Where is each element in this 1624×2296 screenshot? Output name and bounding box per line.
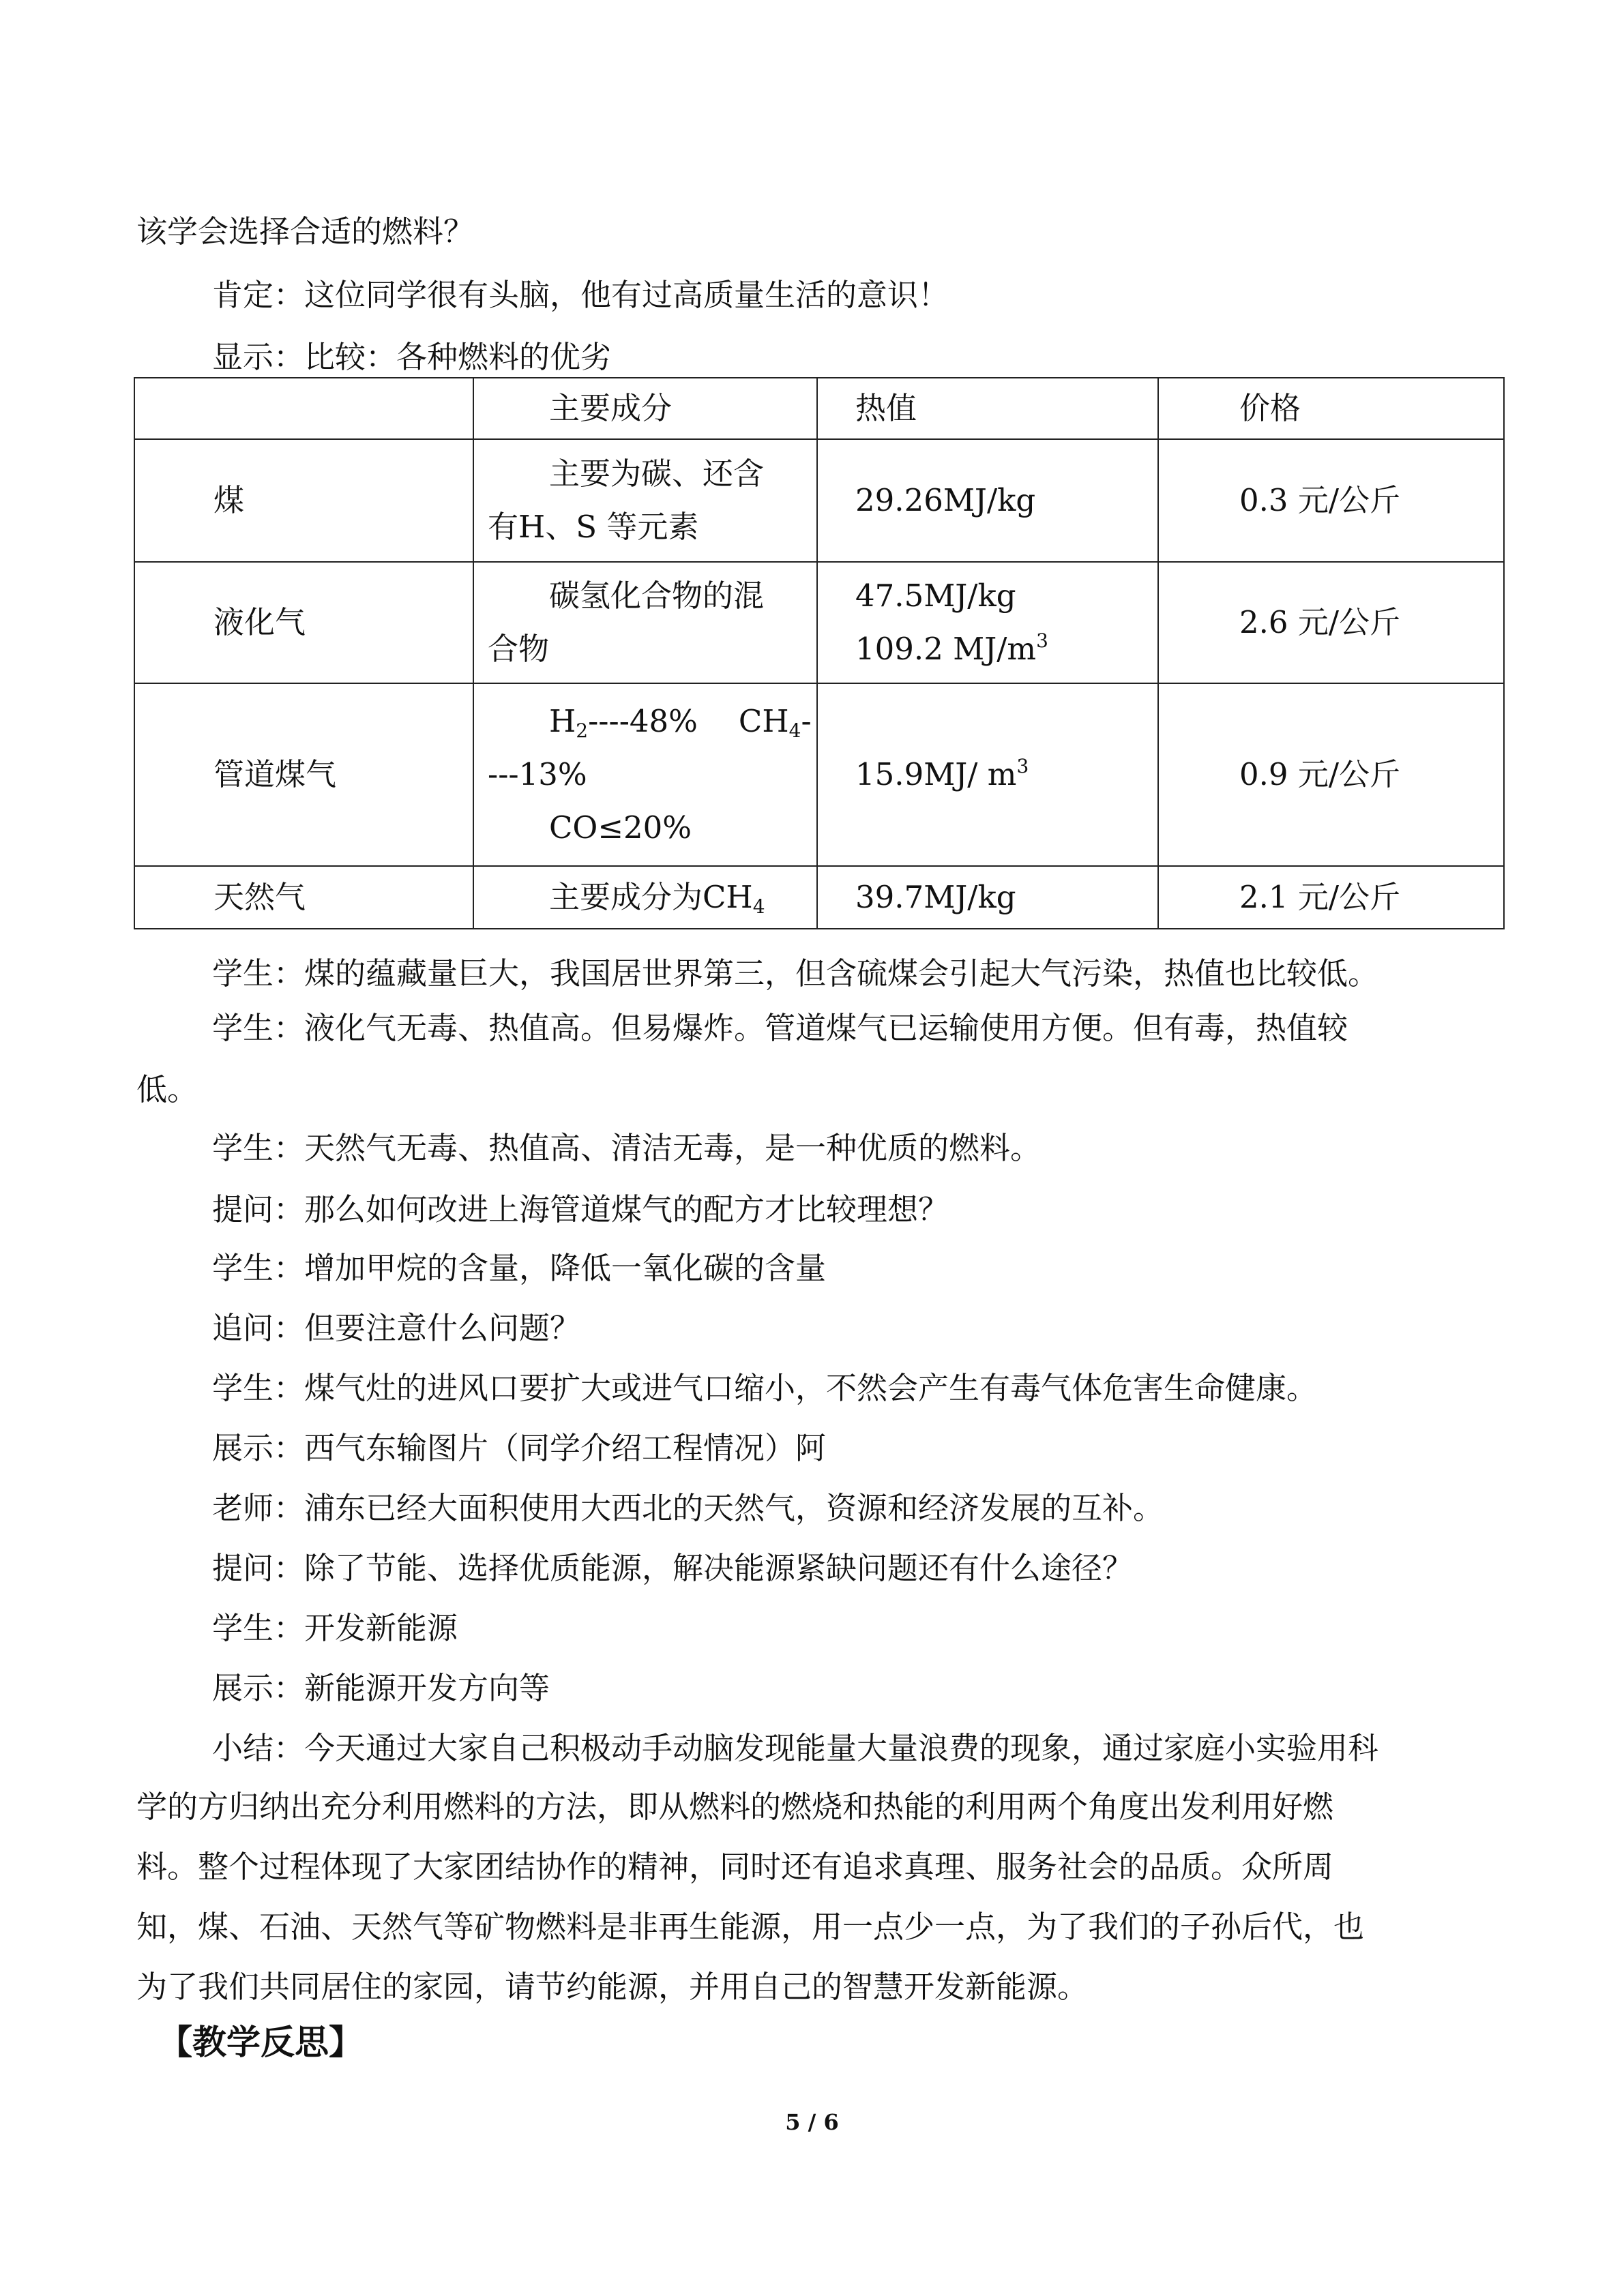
fuel-name: 煤 (134, 439, 473, 562)
fuel-composition: 主要成分为$CH_4$ (473, 866, 817, 929)
table-row (134, 866, 1504, 929)
table-row (134, 439, 1504, 562)
intro-line: 该学会选择合适的燃料？ (136, 213, 475, 250)
fuel-heat-value: 47.5MJ/kg 109.2 $MJ/m^3$ (817, 562, 1158, 683)
paragraph-line: 学生：开发新能源 (212, 1610, 458, 1646)
table-row (134, 562, 1504, 683)
page-number: 5 / 6 (785, 2109, 839, 2135)
paragraph-line: 低。 (136, 1071, 198, 1107)
paragraph-line: 学生：增加甲烷的含量，降低一氧化碳的含量 (212, 1250, 827, 1286)
paragraph-line: 学生：煤的蕴藏量巨大，我国居世界第三，但含硫煤会引起大气污染，热值也比较低。 (212, 955, 1379, 992)
paragraph-line: 展示：新能源开发方向等 (212, 1670, 550, 1706)
paragraph-line: 老师：浦东已经大面积使用大西北的天然气，资源和经济发展的互补。 (212, 1490, 1164, 1526)
fuel-price: 2.1 元/公斤 (1158, 866, 1504, 929)
section-heading: 【教学反思】 (158, 2022, 363, 2062)
fuel-heat-value: 39.7MJ/kg (817, 866, 1158, 929)
table-header-cell: 主要成分 (473, 378, 817, 439)
paragraph-line: 学生：天然气无毒、热值高、清洁无毒，是一种优质的燃料。 (212, 1130, 1042, 1166)
fuel-comparison-table (134, 377, 1505, 929)
paragraph-line: 学生：液化气无毒、热值高。但易爆炸。管道煤气已运输使用方便。但有毒，热值较 (212, 1010, 1348, 1046)
paragraph-line: 为了我们共同居住的家园，请节约能源，并用自己的智慧开发新能源。 (136, 1969, 1089, 2005)
table-header-cell: 热值 (817, 378, 1158, 439)
paragraph-line: 追问：但要注意什么问题？ (212, 1310, 581, 1346)
fuel-composition: $H_2----48\%$ $CH_4-$ ---13% CO≤20% (473, 683, 817, 866)
paragraph-line: 提问：除了节能、选择优质能源，解决能源紧缺问题还有什么途径？ (212, 1550, 1134, 1586)
intro-line: 显示：比较：各种燃料的优劣 (212, 339, 612, 375)
fuel-price: 0.3 元/公斤 (1158, 439, 1504, 562)
paragraph-line: 知，煤、石油、天然气等矿物燃料是非再生能源，用一点少一点，为了我们的子孙后代，也 (136, 1909, 1365, 1945)
table-header-row (134, 378, 1504, 439)
fuel-name: 天然气 (134, 866, 473, 929)
fuel-composition: 碳氢化合物的混 合物 (473, 562, 817, 683)
table-header-cell: 价格 (1158, 378, 1504, 439)
fuel-composition: 主要为碳、还含 有H、S 等元素 (473, 439, 817, 562)
paragraph-line: 料。整个过程体现了大家团结协作的精神，同时还有追求真理、服务社会的品质。众所周 (136, 1849, 1334, 1885)
intro-line: 肯定：这位同学很有头脑，他有过高质量生活的意识！ (212, 277, 949, 313)
fuel-price: 0.9 元/公斤 (1158, 683, 1504, 866)
table-row (134, 683, 1504, 866)
fuel-name: 液化气 (134, 562, 473, 683)
fuel-price: 2.6 元/公斤 (1158, 562, 1504, 683)
paragraph-line: 展示：西气东输图片（同学介绍工程情况）阿 (212, 1430, 827, 1466)
paragraph-line: 小结：今天通过大家自己积极动手动脑发现能量大量浪费的现象，通过家庭小实验用科 (212, 1730, 1379, 1766)
table-header-cell (134, 378, 473, 439)
fuel-heat-value: 29.26MJ/kg (817, 439, 1158, 562)
paragraph-line: 提问：那么如何改进上海管道煤气的配方才比较理想？ (212, 1191, 949, 1227)
paragraph-line: 学生：煤气灶的进风口要扩大或进气口缩小，不然会产生有毒气体危害生命健康。 (212, 1370, 1318, 1406)
paragraph-line: 学的方归纳出充分利用燃料的方法，即从燃料的燃烧和热能的利用两个角度出发利用好燃 (136, 1789, 1334, 1825)
fuel-heat-value: 15.9MJ/ $m^3$ (817, 683, 1158, 866)
fuel-name: 管道煤气 (134, 683, 473, 866)
